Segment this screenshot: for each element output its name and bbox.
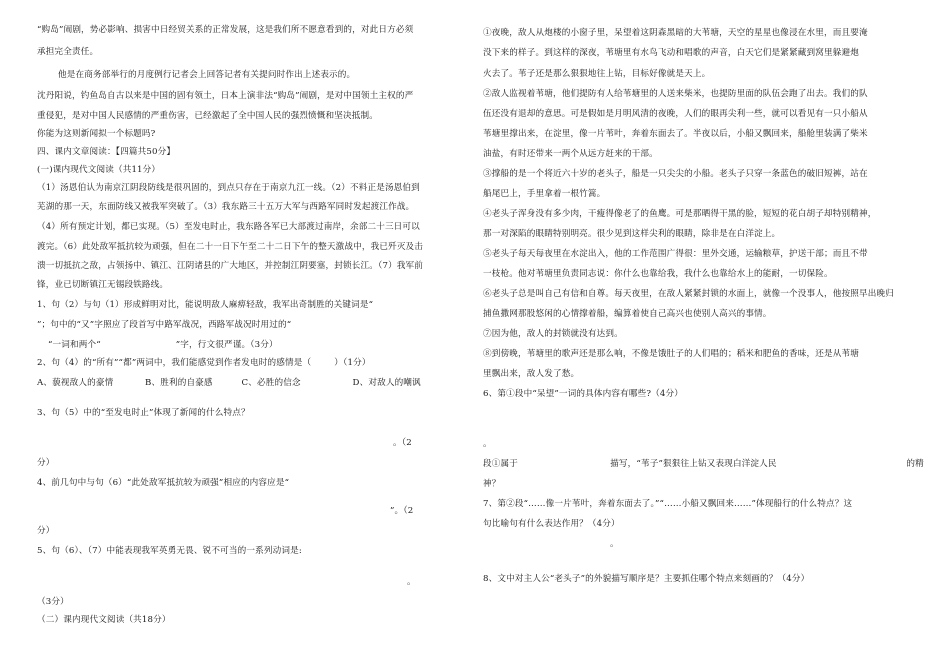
- passage-line: 没下来的样子。到这样的深夜，苇塘里有水鸟飞动和唱歌的声音，白天它们是紧紧藏到窝里躲避炮: [483, 48, 859, 58]
- score-note: 分）: [37, 526, 55, 536]
- passage-line: ④老头子浑身没有多少肉，干瘦得像老了的鱼鹰。可是那晒得干黑的脸，短短的花白胡子却特别精神，: [483, 209, 877, 219]
- question-line: 3、句（5）中的“至发电时止”体现了新闻的什么特点？: [37, 408, 250, 418]
- passage-line: 船尾巴上，手里拿着一根竹篙。: [483, 189, 606, 199]
- question-line: 你能为这则新闻拟一个标题吗?: [37, 129, 156, 139]
- passage-line: （4）所有预定计划，都已实现。（5）至发电时止，我东路各军已大部渡过南岸，余部二十三日可以: [37, 222, 420, 232]
- passage-line: 承担完全责任。: [37, 47, 99, 57]
- passage-line: 油盐，有时还带来一两个从远方赶来的干部。: [483, 149, 658, 159]
- passage-line: ⑦因为他，敌人的封锁就没有达到。: [483, 329, 623, 339]
- question-line: 句比喻句有什么表达作用？（4分）: [483, 519, 620, 529]
- passage-line: ①夜晚，敌人从炮楼的小窗子里，呆望着这阴森黑暗的大苇塘，天空的星星也像浸在水里，而且要淹: [483, 28, 868, 38]
- passage-line: 溃一切抵抗之敌，占领扬中、镇江、江阴诸县的广大地区，并控制江阴要塞，封锁长江。（7）我军前: [37, 261, 424, 271]
- section-heading: （二）课内现代文阅读（共18分）: [37, 615, 171, 625]
- passage-line: “购岛”闹剧，势必影响、损害中日经贸关系的正常发展，这是我们所不愿意看到的，对此日方必须: [37, 25, 414, 35]
- question-line: “一词和两个“ ”字，行文很严谨。（3分）: [48, 340, 278, 350]
- passage-line: ⑤老头子每天每夜里在水淀出入，他的工作范围广得很：里外交通，运输粮草，护送干部；而且不带: [483, 249, 868, 259]
- passage-line: ②敌人监视着苇塘，他们提防有人给苇塘里的人送来柴米，也提防里面的队伍会跑了出去。我们的队: [483, 89, 868, 99]
- question-line: 1、句（2）与句（1）形成鲜明对比，能说明敌人麻痹轻敌，我军出奇制胜的关键词是“: [37, 300, 374, 310]
- passage-line: 里飘出来，敌人发了愁。: [483, 369, 580, 379]
- passage-line: ⑥老头子总是叫自己有信和自尊。每天夜里，在敌人紧紧封锁的水面上，就像一个没事人，他按照早出晚归: [483, 289, 894, 299]
- passage-line: 沈丹阳说，钓鱼岛自古以来是中国的固有领土，日本上演非法“购岛”闹剧，是对中国领土主权的严: [37, 91, 414, 101]
- passage-line: 伍还没有退却的意思。可是假如是月明风清的夜晚，人们的眼再尖利一些，就可以看见有一只小船从: [483, 109, 868, 119]
- passage-line: ③撑船的是一个将近六十岁的老头子，船是一只尖尖的小船。老头子只穿一条蓝色的破旧短裤，站在: [483, 169, 868, 179]
- question-line: 4、前几句中与句（6）“此处敌军抵抗较为顽强”相应的内容应是“: [37, 478, 290, 488]
- question-line: 2、句（4）的“所有”“都”两词中，我们能感觉到作者发电时的感情是（ ）（1分）: [37, 358, 371, 368]
- answer-end-mark: 。: [407, 577, 416, 587]
- score-note: ”。（2: [390, 506, 414, 516]
- fill-in-line: 神？: [483, 479, 501, 489]
- passage-line: 那一对深陷的眼睛特别明亮。很少见到这样尖利的眼睛，除非是在白洋淀上。: [483, 229, 781, 239]
- passage-line: 捕鱼撒网那股悠闲的心情撑着船，编算着使自己高兴也使别人高兴的事情。: [483, 309, 772, 319]
- passage-line: 重侵犯，是对中国人民感情的严重伤害，已经激起了全中国人民的强烈愤慨和坚决抵制。: [37, 111, 379, 121]
- passage-line: 一枝枪。他对苇塘里负责同志说：你什么也靠给我，我什么也靠给水上的能耐，一切保险。: [483, 269, 833, 279]
- passage-line: 苇塘里撑出来，在淀里，像一片苇叶，奔着东面去了。半夜以后，小船又飘回来，船舱里装满了柴米: [483, 129, 868, 139]
- question-line: 7、第②段“……像一片苇叶，奔着东面去了。”“……小船又飘回来……”体现船行的什么特点？这: [483, 499, 853, 509]
- question-line: ”；句中的“又”字照应了段首写中路军战况，西路军战况时用过的“: [37, 320, 292, 330]
- passage-line: ⑧到傍晚，苇塘里的歌声还是那么响，不像是饿肚子的人们唱的；稻米和肥鱼的香味，还是从苇塘: [483, 349, 859, 359]
- answer-end-mark: 。: [483, 439, 492, 449]
- passage-line: 火去了。苇子还是那么狠狠地往上钻，目标好像就是天上。: [483, 69, 711, 79]
- fill-in-line: 段①属于 描写，“苇子”狠狠往上钻又表现白洋淀人民 的精: [483, 459, 924, 469]
- question-line: 6、第①段中“呆望”一词的具体内容有哪些?（4分）: [483, 389, 683, 399]
- score-note: 。（2: [393, 438, 412, 448]
- question-line: 8、文中对主人公“老头子”的外貌描写顺序是？主要抓住哪个特点来刻画的？（4分）: [483, 574, 810, 584]
- answer-options: A、藐视敌人的豪情 B、胜利的自豪感 C、必胜的信念 D、对敌人的嘲讽: [37, 378, 421, 388]
- passage-line: 渡完。（6）此处敌军抵抗较为顽强，但在二十一日下午至二十二日下午的整天激战中，我已歼灭及击: [37, 242, 424, 252]
- passage-line: （1）汤恩伯认为南京江阴段防线是很巩固的，到点只存在于南京九江一线。（2）不料正是汤恩伯到: [37, 183, 420, 193]
- passage-line: 芜湖的那一天，东面防线又被我军突破了。（3）我东路三十五万大军与西路军同时发起渡江作战。: [37, 202, 415, 212]
- score-note: 分）: [37, 458, 55, 468]
- score-note: （3分）: [37, 597, 69, 607]
- section-heading: (一)课内现代文阅读（共11分）: [37, 165, 161, 175]
- question-line: 5、句（6）、（7）中能表现我军英勇无畏、锐不可当的一系列动词是:: [37, 546, 302, 556]
- answer-end-mark: 。: [610, 539, 619, 549]
- passage-line: 他是在商务部举行的月度例行记者会上回答记者有关提问时作出上述表示的。: [58, 70, 356, 80]
- section-heading: 四、课内文章阅读：【四篇共50分】: [37, 147, 176, 157]
- passage-line: 锋，业已切断镇江无锡段铁路线。: [37, 280, 169, 290]
